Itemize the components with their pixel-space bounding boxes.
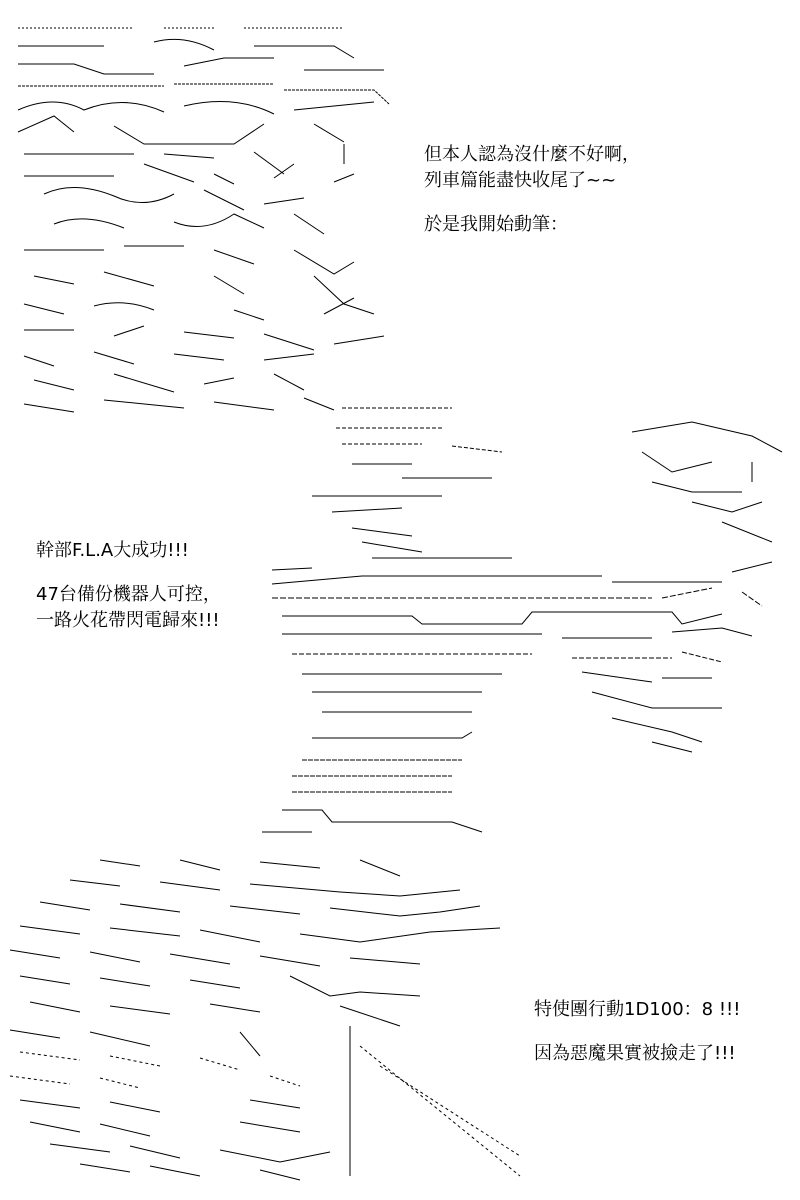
ascii-art-shadowed-image — [0, 846, 522, 1186]
caption-middle-line-1: 幹部F.L.A大成功!!! — [36, 540, 189, 561]
ascii-art-strokes — [18, 28, 389, 412]
ascii-art-panel-middle — [252, 392, 792, 838]
caption-top — [424, 142, 640, 238]
caption-middle-line-2: 47台備份機器人可控， — [36, 584, 221, 605]
ascii-art-panel-top — [14, 14, 398, 420]
ascii-art-strokes — [262, 408, 782, 832]
caption-middle — [36, 538, 221, 634]
caption-middle-line-3: 一路火花帶閃電歸來!!! — [36, 610, 220, 631]
caption-bottom-line-1: 特使團行動1D100：8 !!! — [534, 999, 741, 1020]
caption-top-line-1: 但本人認為沒什麼不好啊， — [424, 144, 640, 165]
caption-bottom-line-2: 因為惡魔果實被撿走了!!! — [534, 1043, 736, 1064]
ascii-art-panel-bottom — [0, 846, 522, 1186]
caption-top-line-2: 列車篇能盡快收尾了~~ — [424, 170, 617, 191]
ascii-art-flexing-image — [252, 392, 792, 838]
ascii-art-strokes — [10, 860, 520, 1180]
ascii-art-face-image — [14, 14, 398, 420]
caption-top-line-3: 於是我開始動筆： — [424, 214, 568, 235]
caption-bottom — [534, 997, 741, 1067]
